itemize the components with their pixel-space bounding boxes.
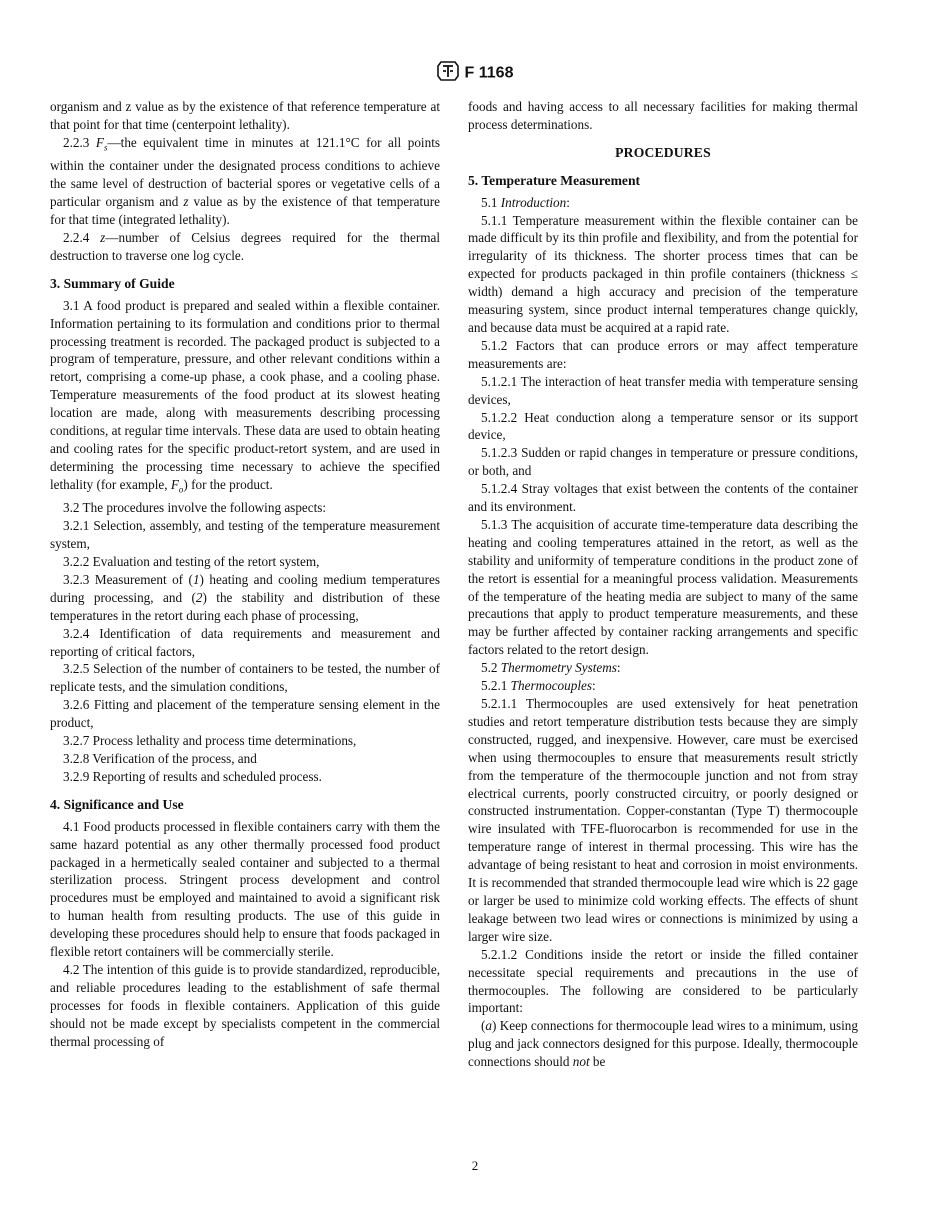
list-item: 5.1.2.4 Stray voltages that exist between the contents of the container and its environment. — [468, 481, 858, 515]
section-heading-5: 5. Temperature Measurement — [468, 172, 641, 188]
page-header — [0, 60, 950, 87]
right-column — [468, 98, 858, 1071]
list-item: 5.1.2.1 The interaction of heat transfer media with temperature sensing devices, — [468, 373, 858, 407]
definition-2-2-4: 2.2.4 z—number of Celsius degrees required for the thermal destruction to traverse one log cycle. — [50, 229, 441, 263]
page-number: 2 — [471, 1158, 479, 1173]
list-item: 3.2.3 Measurement of (1) heating and cooling medium temperatures during processing, and (2) the stability and distribution of these temperatures in the retort during each phase of processing, — [50, 571, 441, 623]
list-item: 5.1.2.3 Sudden or rapid changes in temperature or pressure conditions, or both, and — [468, 445, 858, 479]
document-designation: F 1168 — [464, 64, 514, 82]
list-item: 3.2.2 Evaluation and testing of the retort system, — [63, 554, 320, 570]
paragraph-5-1-2: 5.1.2 Factors that can produce errors or may affect temperature measurements are: — [468, 337, 858, 371]
subsection-5-2-1: 5.2.1 Thermocouples: — [481, 678, 596, 694]
paragraph-3-1: 3.1 A food product is prepared and sealed within a flexible container. Information pertaining to its formulation and conditions prior to thermal processing treatment is recorded. The packaged product is subjected to a program of temperature, pressure, and other relevant conditions within a retort, comprising a come-up phase, a cook phase, and a cooling phase. Temperature measurements of the food product at its slowest heating location are made, along with measurements describing processing conditions, at regular time intervals. These data are used to obtain heating and cooling rates for the specific product-retort system, and are used in determining the processing time necessary to achieve the specified lethality (for example, $F_o$) for the product. — [50, 297, 440, 495]
paragraph-5-2-1-2: 5.2.1.2 Conditions inside the retort or inside the filled container necessitate special requirements and precautions in the use of thermocouples. The following are considered to be particularly important: — [468, 946, 858, 1016]
paragraph-3-2: 3.2 The procedures involve the following aspects: — [63, 500, 327, 516]
section-heading-4: 4. Significance and Use — [50, 796, 184, 812]
list-item: 5.1.2.2 Heat conduction along a temperature sensor or its support device, — [468, 409, 858, 443]
list-item: 3.2.4 Identification of data requirements and measurement and reporting of critical factors, — [50, 625, 440, 659]
definition-2-2-3: 2.2.3 $F_s—the$ equivalent time in minutes at 121.1°C for all points within the container under the designated process conditions to achieve the same level of destruction of bacterial spores or vegetative cells of a particular organism and z value as by the existence of that temperature for that time (integrated lethality). — [50, 134, 440, 228]
subsection-5-2: 5.2 Thermometry Systems: — [481, 660, 621, 676]
list-item: 3.2.7 Process lethality and process time determinations, — [63, 733, 357, 749]
subsection-5-1: 5.1 Introduction: — [481, 194, 570, 210]
paragraph-5-2-1-1: 5.2.1.1 Thermocouples are used extensively for heat penetration studies and retort temperature distribution tests because they are simply constructed, rugged, and inexpensive. However, care must be exercised when using thermocouples to ensure that measurements result strictly from the temperature of the thermocouple junction and not from stray electrical currents, poorly constructed circuitry, or poorly designed or constructed instrumentation. Copper-constantan (Type T) thermocouple wire insulated with TFE-fluorocarbon is recommended for use in the temperature range of interest in thermal processing. This wire has the advantage of being resistant to heat and corrosion in moist environments. It is recommended that stranded thermocouple lead wire which is 22 gage or larger be used to minimize cold working effects. The effects of shunt leakage between two lead wires or connections is minimized by using a larger wire size. — [468, 696, 858, 944]
list-item: 3.2.8 Verification of the process, and — [63, 751, 257, 766]
list-item: 3.2.1 Selection, assembly, and testing of the temperature measurement system, — [50, 518, 440, 552]
paragraph-4-1: 4.1 Food products processed in flexible containers carry with them the same hazard potential as any other thermally processed food product packaged in a hermetically sealed container and subjected to a thermal sterilization process. Stringent process development and control procedures must be employed and maintained to avoid a significant risk to human health from resulting products. The use of this guide in developing these procedures should help to ensure that foods packaged in flexible retort containers will be commercially sterile. — [50, 818, 440, 960]
paragraph-4-2: 4.2 The intention of this guide is to provide standardized, reproducible, and reliable procedures leading to the establishment of safe thermal processes for foods in flexible containers. Application of this guide should not be made except by specialists competent in the commercial thermal processing of — [50, 961, 440, 1049]
astm-logo-icon — [437, 60, 459, 87]
paragraph: organism and z value as by the existence of that reference temperature at that point for that time (centerpoint lethality). — [50, 99, 440, 132]
list-item-a: (a) Keep connections for thermocouple lead wires to a minimum, using plug and jack connectors designed for this purpose. Ideally, thermocouple connections should not be — [468, 1018, 858, 1070]
paragraph-5-1-3: 5.1.3 The acquisition of accurate time-temperature data describing the heating and cooling temperatures attained in the retort, as well as the stability and uniformity of temperature conditions in the product zone of the retort is essential for a meaningful process validation. Measurements of the temperature of the heating media are subject to many of the same precautions that apply to product temperature measurements, and these may be further affected by container racking arrangements and specific factors related to the retort design. — [468, 516, 858, 658]
list-item: 3.2.6 Fitting and placement of the temperature sensing element in the product, — [50, 697, 440, 731]
left-column — [50, 98, 440, 1051]
section-heading-3: 3. Summary of Guide — [50, 275, 175, 291]
paragraph-5-1-1: 5.1.1 Temperature measurement within the flexible container can be made difficult by its thin profile and flexibility, and from the potential for irregularity of its thickness. The shorter process times that can be expected for products packaged in thin profile containers (thickness ≤ width) demand a high accuracy and precision of the temperature measuring system, since product internal temperatures change quickly, and because data must be acquired at a rapid rate. — [468, 212, 858, 335]
list-item: 3.2.5 Selection of the number of containers to be tested, the number of replicate tests, and the simulation conditions, — [50, 661, 440, 695]
list-item: 3.2.9 Reporting of results and scheduled process. — [63, 768, 322, 784]
procedures-heading: PROCEDURES — [615, 144, 711, 160]
paragraph: foods and having access to all necessary facilities for making thermal process determinations. — [468, 99, 858, 132]
